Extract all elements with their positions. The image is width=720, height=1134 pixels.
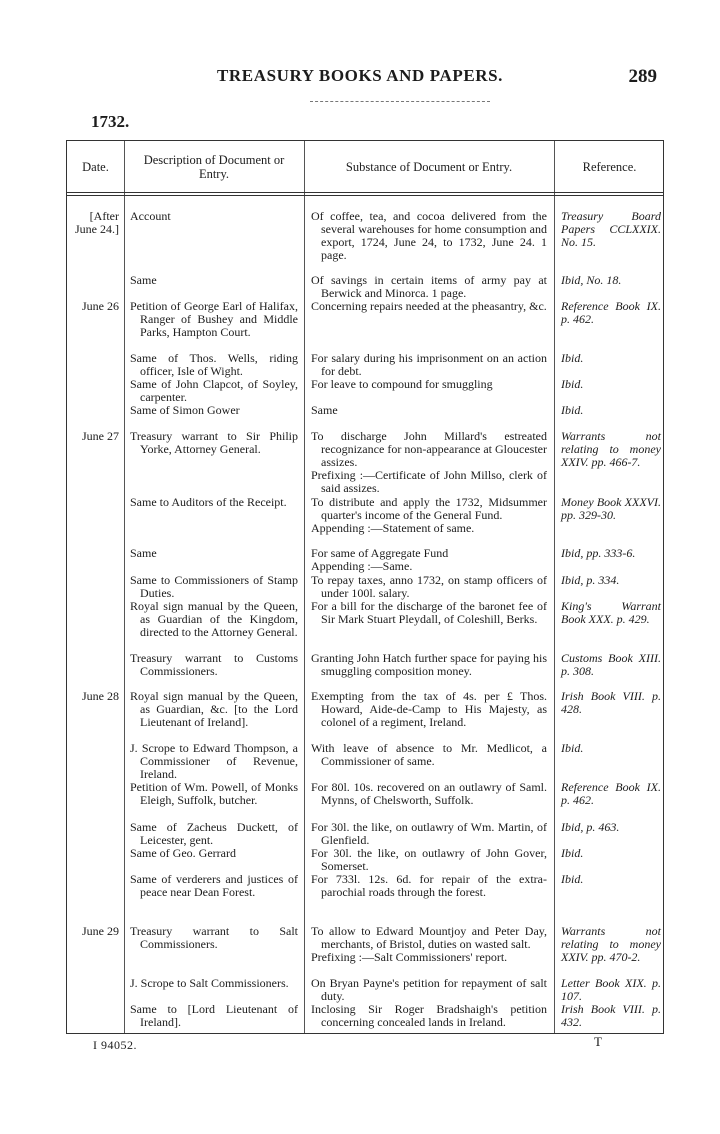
row-description: Treasury warrant to Customs Commissioners. bbox=[130, 651, 298, 678]
row-description: Petition of Wm. Powell, of Monks Eleigh, Suffolk, butcher. bbox=[130, 780, 298, 807]
row-substance: With leave of absence to Mr. Medlicot, a Commissioner of same. bbox=[311, 741, 547, 768]
row-description: Treasury warrant to Sir Philip Yorke, Attorney General. bbox=[130, 429, 298, 456]
row-description: Same to [Lord Lieutenant of Ireland]. bbox=[130, 1002, 298, 1029]
row-reference: Reference Book IX. p. 462. bbox=[561, 780, 661, 807]
row-annotation: Appending :—Same. bbox=[311, 559, 413, 573]
page-number: 289 bbox=[628, 66, 657, 87]
row-description: Royal sign manual by the Queen, as Guardian, &c. [to the Lord Lieutenant of Ireland]. bbox=[130, 689, 298, 729]
row-substance: Granting John Hatch further space for paying his smuggling composition money. bbox=[311, 651, 547, 678]
row-substance: For a bill for the discharge of the baronet fee of Sir Mark Stuart Pleydall, of Coleshill, Berks. bbox=[311, 599, 547, 626]
row-substance: To discharge John Millard's estreated recognizance for non-appearance at Gloucester assizes. bbox=[311, 429, 547, 469]
row-substance: For 30l. the like, on outlawry of Wm. Martin, of Glenfield. bbox=[311, 820, 547, 847]
header-rule bbox=[67, 192, 663, 193]
calendar-table bbox=[66, 140, 664, 1034]
row-substance: Inclosing Sir Roger Bradshaigh's petition concerning concealed lands in Ireland. bbox=[311, 1002, 547, 1029]
row-substance: Exempting from the tax of 4s. per £ Thos. Howard, Aide-de-Camp to His Majesty, as colonel of a regiment, Ireland. bbox=[311, 689, 547, 729]
row-substance: For leave to compound for smuggling bbox=[311, 377, 493, 391]
row-date: June 26 bbox=[82, 299, 119, 313]
row-reference: Treasury Board Papers CCLXXIX. No. 15. bbox=[561, 209, 661, 249]
row-substance: To distribute and apply the 1732, Midsummer quarter's income of the General Fund. bbox=[311, 495, 547, 522]
row-reference: Ibid, pp. 333-6. bbox=[561, 546, 636, 560]
row-reference: Ibid. bbox=[561, 351, 584, 365]
row-reference: Ibid. bbox=[561, 741, 584, 755]
column-divider bbox=[304, 141, 305, 1033]
row-description: Same of John Clapcot, of Soyley, carpenter. bbox=[130, 377, 298, 404]
row-substance: Concerning repairs needed at the pheasantry, &c. bbox=[311, 299, 547, 313]
row-reference: Ibid, p. 463. bbox=[561, 820, 620, 834]
row-annotation: Prefixing :—Salt Commissioners' report. bbox=[311, 950, 508, 964]
row-reference: Customs Book XIII. p. 308. bbox=[561, 651, 661, 678]
row-description: Same of verderers and justices of peace near Dean Forest. bbox=[130, 872, 298, 899]
row-description: Same of Simon Gower bbox=[130, 403, 240, 417]
row-description: J. Scrope to Edward Thompson, a Commissioner of Revenue, Ireland. bbox=[130, 741, 298, 781]
row-description: Same to Commissioners of Stamp Duties. bbox=[130, 573, 298, 600]
column-header-substance: Substance of Document or Entry. bbox=[345, 159, 513, 174]
column-header-description: Description of Document or Entry. bbox=[143, 152, 285, 181]
row-reference: Ibid. bbox=[561, 377, 584, 391]
row-substance: To allow to Edward Mountjoy and Peter Day, merchants, of Bristol, duties on wasted salt. bbox=[311, 924, 547, 951]
row-substance: For 80l. 10s. recovered on an outlawry of Saml. Mynns, of Chelsworth, Suffolk. bbox=[311, 780, 547, 807]
row-reference: Letter Book XIX. p. 107. bbox=[561, 976, 661, 1003]
row-description: J. Scrope to Salt Commissioners. bbox=[130, 976, 289, 990]
row-reference: Reference Book IX. p. 462. bbox=[561, 299, 661, 326]
row-reference: Ibid. bbox=[561, 403, 584, 417]
row-reference: Ibid, p. 334. bbox=[561, 573, 620, 587]
row-reference: Irish Book VIII. p. 432. bbox=[561, 1002, 661, 1029]
year-heading: 1732. bbox=[91, 112, 130, 131]
row-substance: On Bryan Payne's petition for repayment of salt duty. bbox=[311, 976, 547, 1003]
row-reference: King's Warrant Book XXX. p. 429. bbox=[561, 599, 661, 626]
row-description: Same bbox=[130, 273, 157, 287]
row-date: [After June 24.] bbox=[75, 209, 119, 236]
row-substance: To repay taxes, anno 1732, on stamp officers of under 100l. salary. bbox=[311, 573, 547, 600]
row-reference: Money Book XXXVI. pp. 329-30. bbox=[561, 495, 661, 522]
row-description: Same of Zacheus Duckett, of Leicester, gent. bbox=[130, 820, 298, 847]
row-description: Petition of George Earl of Halifax, Ranger of Bushey and Middle Parks, Hampton Court. bbox=[130, 299, 298, 339]
printer-mark: I 94052. bbox=[93, 1038, 137, 1052]
row-annotation: Prefixing :—Certificate of John Millso, clerk of said assizes. bbox=[311, 468, 547, 495]
row-date: June 29 bbox=[82, 924, 119, 938]
row-substance: For same of Aggregate Fund bbox=[311, 546, 449, 560]
row-substance: Of savings in certain items of army pay at Berwick and Minorca. 1 page. bbox=[311, 273, 547, 300]
row-annotation: Appending :—Statement of same. bbox=[311, 521, 475, 535]
row-description: Same of Geo. Gerrard bbox=[130, 846, 236, 860]
row-description: Same bbox=[130, 546, 157, 560]
signature-mark: T bbox=[594, 1034, 602, 1049]
column-divider bbox=[124, 141, 125, 1033]
column-header-reference: Reference. bbox=[582, 159, 637, 174]
header-rule bbox=[67, 195, 663, 196]
row-reference: Irish Book VIII. p. 428. bbox=[561, 689, 661, 716]
row-description: Same to Auditors of the Receipt. bbox=[130, 495, 287, 509]
row-reference: Warrants not relating to money XXIV. pp. 470-2. bbox=[561, 924, 661, 964]
row-reference: Ibid. bbox=[561, 872, 584, 886]
row-reference: Ibid. bbox=[561, 846, 584, 860]
row-substance: For 30l. the like, on outlawry of John Gover, Somerset. bbox=[311, 846, 547, 873]
column-divider bbox=[554, 141, 555, 1033]
row-description: Royal sign manual by the Queen, as Guardian of the Kingdom, directed to the Attorney General. bbox=[130, 599, 298, 639]
row-description: Account bbox=[130, 209, 171, 223]
row-substance: For 733l. 12s. 6d. for repair of the extra-parochial roads through the forest. bbox=[311, 872, 547, 899]
column-header-date: Date. bbox=[82, 159, 109, 174]
title-rule bbox=[310, 101, 490, 102]
row-substance: Same bbox=[311, 403, 338, 417]
row-reference: Ibid, No. 18. bbox=[561, 273, 622, 287]
row-date: June 28 bbox=[82, 689, 119, 703]
row-reference: Warrants not relating to money XXIV. pp. 466-7. bbox=[561, 429, 661, 469]
row-substance: Of coffee, tea, and cocoa delivered from the several warehouses for home consumption and export, 1724, June 24, to 1732, June 24. 1 page. bbox=[311, 209, 547, 262]
row-description: Treasury warrant to Salt Commissioners. bbox=[130, 924, 298, 951]
row-substance: For salary during his imprisonment on an action for debt. bbox=[311, 351, 547, 378]
row-date: June 27 bbox=[82, 429, 119, 443]
running-title: TREASURY BOOKS AND PAPERS. bbox=[216, 66, 504, 85]
row-description: Same of Thos. Wells, riding officer, Isle of Wight. bbox=[130, 351, 298, 378]
